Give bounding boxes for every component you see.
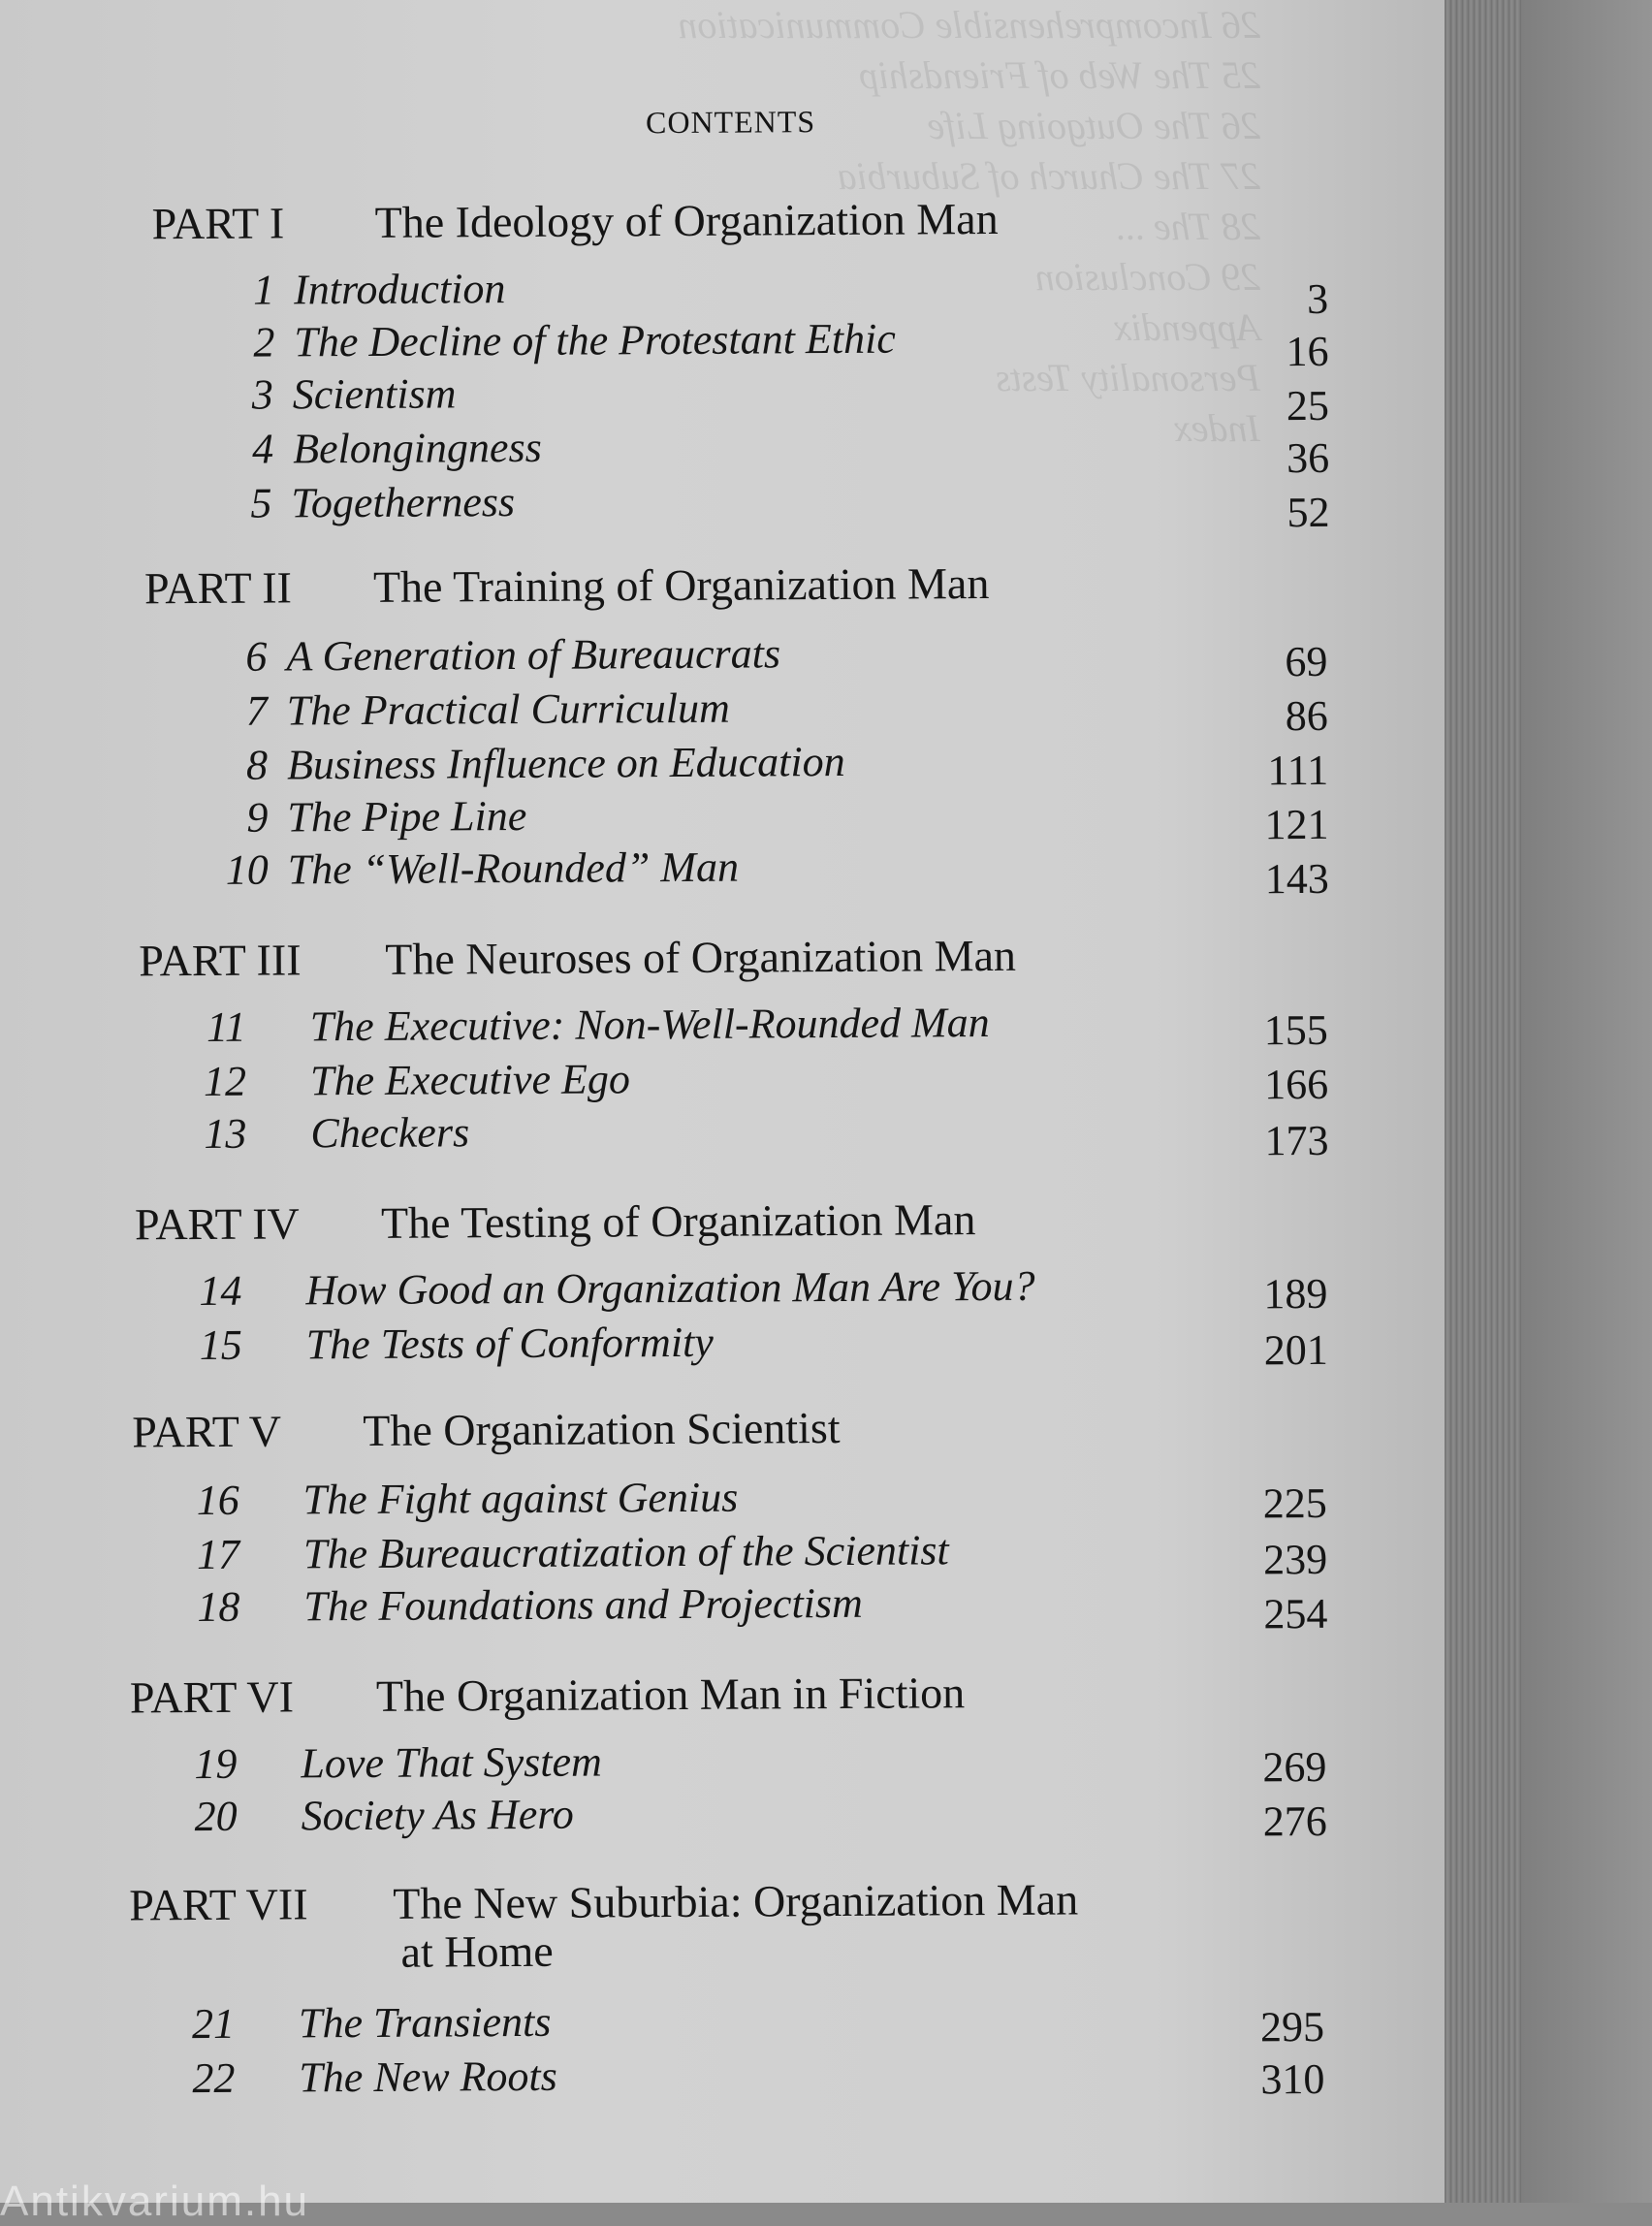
chapter-entry [183, 1261, 1035, 1316]
page-number: 310 [1260, 2054, 1325, 2104]
chapter-title: Love That System [301, 1737, 602, 1788]
chapter-title: The Decline of the Protestant Ethic [294, 314, 896, 366]
page-edge [1445, 0, 1522, 2203]
chapter-entry [176, 1997, 552, 2049]
page-number: 3 [1307, 274, 1329, 324]
watermark: Antikvarium.hu [0, 2178, 310, 2225]
part-label: PART I [151, 198, 285, 249]
chapter-number: 22 [192, 2053, 236, 2103]
page-number: 143 [1264, 854, 1329, 904]
chapter-entry [188, 1055, 631, 1106]
chapter-entry [208, 629, 781, 682]
chapter-entry [178, 1737, 602, 1789]
chapter-number: 11 [206, 1002, 246, 1051]
chapter-number: 10 [225, 845, 269, 894]
chapter-entry [210, 843, 740, 895]
page-number: 121 [1264, 800, 1329, 849]
contents-heading: CONTENTS [645, 104, 816, 141]
part-title: The Organization Scientist [363, 1402, 841, 1455]
chapter-title: Togetherness [291, 478, 516, 527]
chapter-number: 5 [250, 479, 272, 527]
chapter-number: 16 [196, 1476, 239, 1525]
page-number: 86 [1285, 691, 1328, 741]
chapter-title: The Executive Ego [309, 1055, 631, 1105]
page-number: 239 [1262, 1535, 1328, 1584]
chapter-title: Introduction [293, 265, 506, 314]
part-title-continuation: at Home [400, 1925, 554, 1977]
chapter-number: 17 [196, 1530, 240, 1579]
page-number: 111 [1267, 746, 1329, 795]
chapter-title: Society As Hero [301, 1790, 574, 1840]
chapter-entry [188, 999, 990, 1052]
chapter-title: The Practical Curriculum [286, 684, 730, 735]
chapter-entry [179, 1790, 574, 1841]
part-heading [129, 1874, 1079, 1977]
page-number: 201 [1263, 1325, 1328, 1375]
part-heading [139, 930, 1017, 986]
page-number: 254 [1263, 1589, 1328, 1638]
chapter-title: The “Well-Rounded” Man [287, 843, 740, 894]
chapter-number: 3 [251, 370, 273, 419]
chapter-entry [215, 369, 457, 420]
chapter-entry [176, 2051, 557, 2103]
page-number: 225 [1262, 1479, 1327, 1528]
chapter-title: How Good an Organization Man Are You? [305, 1261, 1035, 1315]
page-number: 52 [1287, 488, 1330, 537]
chapter-title: The Executive: Non-Well-Rounded Man [309, 999, 990, 1051]
chapter-entry [209, 737, 845, 790]
part-label: PART III [139, 935, 302, 986]
chapter-entry [188, 1108, 470, 1159]
chapter-number: 20 [194, 1792, 238, 1841]
page-number: 155 [1263, 1005, 1328, 1055]
chapter-number: 4 [251, 425, 274, 473]
chapter-number: 6 [245, 632, 268, 681]
chapter-number: 8 [245, 741, 269, 789]
part-heading [134, 1194, 976, 1250]
chapter-entry [216, 314, 896, 367]
chapter-number: 1 [252, 266, 275, 314]
chapter-number: 14 [199, 1266, 242, 1316]
page-number: 173 [1264, 1116, 1329, 1165]
chapter-number: 19 [194, 1739, 238, 1789]
chapter-number: 18 [197, 1582, 240, 1632]
chapter-title: The Pipe Line [287, 791, 527, 842]
chapter-entry [215, 423, 542, 474]
page-number: 276 [1262, 1797, 1327, 1846]
chapter-entry [209, 791, 527, 843]
part-label: PART V [132, 1406, 282, 1457]
page-number: 295 [1259, 2002, 1325, 2051]
part-heading [129, 1668, 966, 1723]
part-title: The Ideology of Organization Man [374, 193, 999, 247]
part-heading [151, 193, 999, 249]
chapter-entry [181, 1578, 863, 1632]
part-heading [132, 1402, 841, 1458]
chapter-number: 7 [245, 686, 268, 735]
chapter-entry [181, 1473, 739, 1525]
chapter-title: Scientism [292, 369, 457, 419]
chapter-number: 12 [203, 1057, 247, 1105]
page-number: 69 [1285, 637, 1328, 686]
background-surface [1522, 0, 1652, 2203]
chapter-number: 2 [253, 318, 275, 366]
page-number: 16 [1286, 327, 1329, 376]
chapter-entry [209, 684, 730, 736]
chapter-title: The Transients [298, 1997, 552, 2048]
part-title: The Neuroses of Organization Man [385, 930, 1017, 984]
chapter-number: 13 [204, 1109, 247, 1158]
chapter-title: A Generation of Bureaucrats [286, 629, 781, 681]
chapter-title: The New Roots [299, 2051, 557, 2102]
chapter-entry [181, 1526, 949, 1579]
chapter-number: 15 [199, 1320, 242, 1370]
chapter-entry [184, 1318, 714, 1370]
page-number: 189 [1263, 1269, 1328, 1319]
part-title: The New Suburbia: Organization Man [393, 1874, 1079, 1928]
chapter-title: The Foundations and Projectism [303, 1578, 863, 1631]
part-label: PART II [143, 562, 293, 614]
part-label: PART VI [129, 1671, 295, 1723]
part-title: The Training of Organization Man [372, 558, 990, 612]
chapter-title: Belongingness [292, 423, 542, 473]
part-heading [143, 558, 990, 614]
chapter-entry [213, 478, 516, 528]
bleed-through-text: 26 Incomprehensible Communication 25 The Web of Friendship 26 The Outgoing Life 27 The Church of Suburbia 28 The ... 29 Conclusion Appendix Personality Tests Index [678, 3, 1260, 450]
chapter-title: The Bureaucratization of the Scientist [302, 1526, 949, 1578]
part-title: The Testing of Organization Man [380, 1194, 976, 1248]
chapter-number: 9 [246, 793, 269, 842]
chapter-entry [216, 265, 506, 315]
part-label: PART VII [129, 1879, 308, 1930]
page-number: 36 [1287, 433, 1330, 483]
chapter-title: The Fight against Genius [302, 1473, 739, 1524]
chapter-title: The Tests of Conformity [305, 1318, 714, 1369]
chapter-title: Checkers [310, 1108, 470, 1158]
chapter-title: Business Influence on Education [286, 737, 845, 789]
part-title: The Organization Man in Fiction [375, 1668, 966, 1721]
page-number: 25 [1286, 381, 1329, 430]
page-number: 166 [1263, 1060, 1329, 1109]
chapter-number: 21 [191, 1999, 236, 2049]
page-number: 269 [1262, 1742, 1327, 1792]
part-label: PART IV [134, 1198, 300, 1250]
